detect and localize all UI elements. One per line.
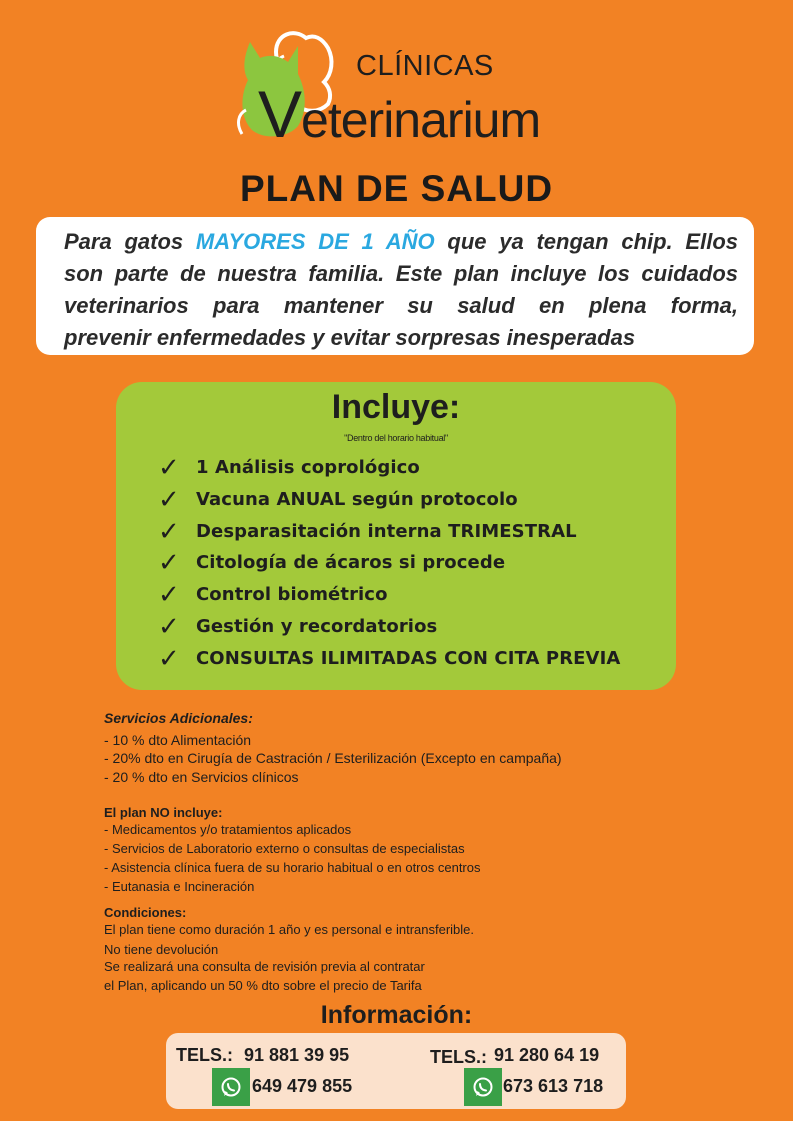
list-item	[158, 516, 577, 546]
check-icon: ✓	[158, 483, 180, 514]
whatsapp-icon	[212, 1068, 250, 1106]
tels-label: TELS.:	[430, 1047, 487, 1067]
additional-heading: Servicios Adicionales:	[104, 710, 253, 726]
list-item	[158, 643, 620, 673]
phone-number[interactable]: 91 280 64 19	[494, 1045, 600, 1065]
include-item-label: Citología de ácaros si procede	[196, 551, 506, 573]
list-item	[158, 452, 420, 482]
whatsapp-number[interactable]: 649 479 855	[252, 1076, 353, 1096]
intro-line-4: prevenir enfermedades y evitar sorpresas inesperadas	[64, 325, 636, 350]
logo-brand-name	[258, 76, 540, 152]
include-item-label: Vacuna ANUAL según protocolo	[196, 488, 518, 510]
logo-brand-rest: eterinarium	[301, 92, 541, 148]
intro-text: Para gatos	[64, 229, 196, 254]
conditions-line: el Plan, aplicando un 50 % dto sobre el precio de Tarifa	[104, 978, 422, 993]
conditions-line: No tiene devolución	[104, 942, 219, 957]
includes-title: Incluye:	[331, 388, 461, 426]
intro-box	[36, 217, 754, 355]
excluded-item: - Servicios de Laboratorio externo o consultas de especialistas	[104, 841, 465, 856]
check-icon: ✓	[158, 578, 180, 609]
whatsapp-icon	[220, 1076, 242, 1098]
include-item-label: Desparasitación interna TRIMESTRAL	[196, 520, 577, 542]
list-item	[158, 579, 388, 609]
check-icon: ✓	[158, 515, 180, 546]
excluded-item: - Eutanasia e Incineración	[104, 879, 255, 894]
conditions-line: El plan tiene como duración 1 año y es personal e intransferible.	[104, 922, 474, 937]
phone-number[interactable]: 91 881 39 95	[244, 1045, 350, 1065]
excluded-item: - Asistencia clínica fuera de su horario habitual o en otros centros	[104, 860, 481, 875]
list-item	[158, 611, 437, 641]
page-title: PLAN DE SALUD	[239, 168, 554, 209]
whatsapp-number[interactable]: 673 613 718	[503, 1076, 604, 1096]
list-item	[158, 484, 518, 514]
tels-label: TELS.:	[176, 1045, 233, 1065]
excluded-heading: El plan NO incluye:	[104, 805, 223, 820]
include-item-label: 1 Análisis coprológico	[196, 456, 420, 478]
additional-item: - 20% dto en Cirugía de Castración / Esterilización (Excepto en campaña)	[104, 750, 562, 766]
check-icon: ✓	[158, 451, 180, 482]
logo-brand-initial: V	[258, 77, 302, 151]
include-item-label: CONSULTAS ILIMITADAS CON CITA PREVIA	[196, 647, 621, 669]
excluded-item: - Medicamentos y/o tratamientos aplicados	[104, 822, 352, 837]
intro-line-3: veterinarios para mantener su salud en plena forma,	[64, 293, 738, 318]
check-icon: ✓	[158, 642, 180, 673]
includes-note: "Dentro del horario habitual"	[344, 433, 448, 443]
conditions-heading: Condiciones:	[104, 905, 187, 920]
include-item-label: Control biométrico	[196, 583, 388, 605]
check-icon: ✓	[158, 546, 180, 577]
list-item	[158, 547, 505, 577]
additional-item: - 10 % dto Alimentación	[104, 732, 252, 748]
intro-text: que ya tengan chip. Ellos	[434, 229, 738, 254]
whatsapp-icon	[464, 1068, 502, 1106]
intro-highlight: MAYORES DE 1 AÑO	[195, 229, 435, 254]
info-title: Información:	[320, 1001, 473, 1029]
whatsapp-icon	[472, 1076, 494, 1098]
check-icon: ✓	[158, 610, 180, 641]
additional-item: - 20 % dto en Servicios clínicos	[104, 769, 299, 785]
logo-brand-top: CLÍNICAS	[356, 50, 494, 82]
intro-line-1	[64, 226, 738, 258]
include-item-label: Gestión y recordatorios	[196, 615, 438, 637]
conditions-line: Se realizará una consulta de revisión previa al contratar	[104, 959, 425, 974]
intro-line-2: son parte de nuestra familia. Este plan incluye los cuidados	[64, 261, 738, 286]
